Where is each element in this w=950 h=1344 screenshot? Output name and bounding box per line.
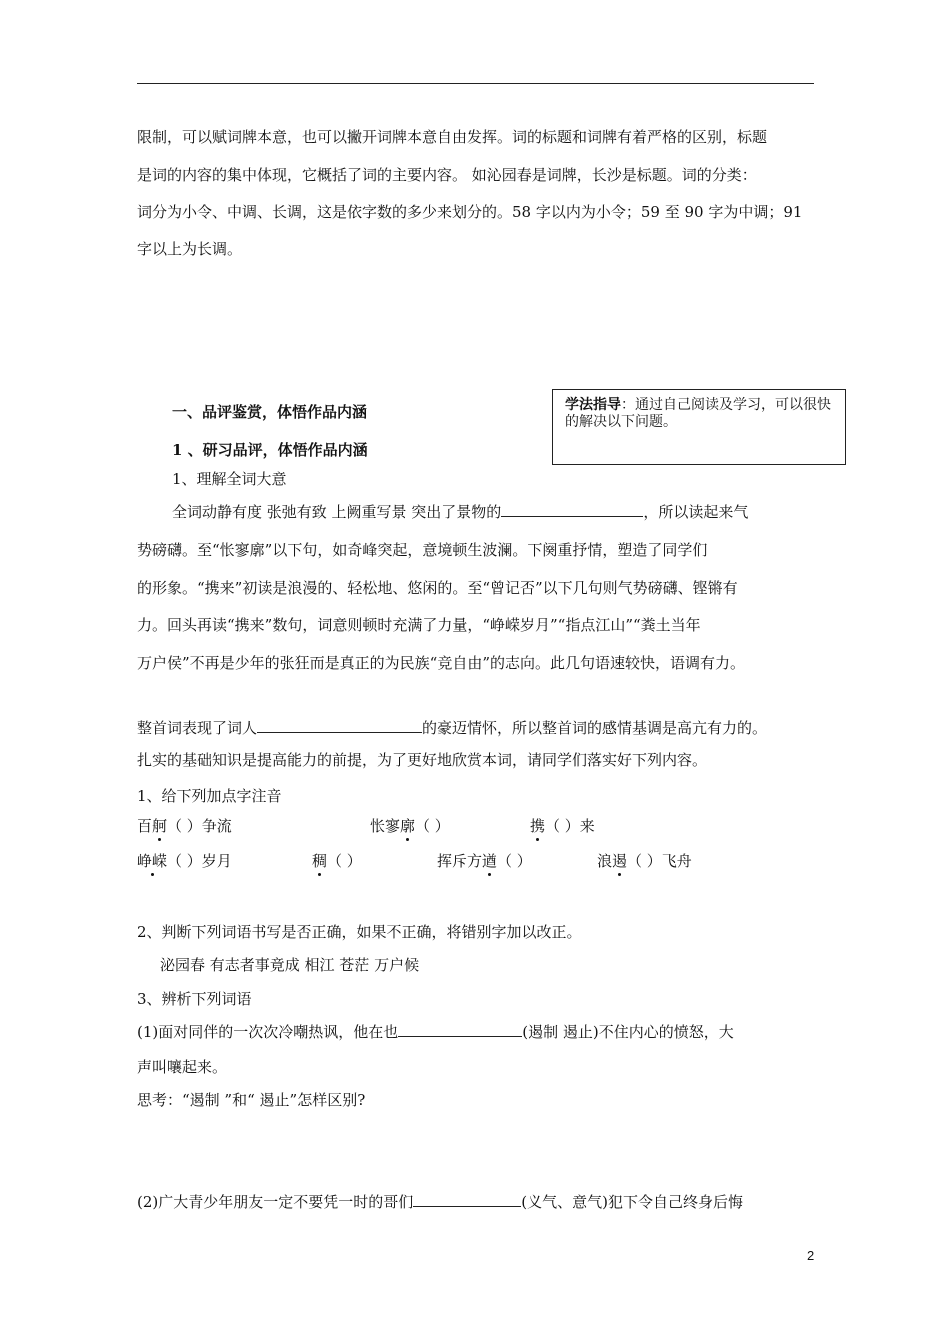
q1-r2-i1-dotted: 峥嵘 xyxy=(137,852,168,870)
q1-r1-i2-dotted: 廓 xyxy=(400,817,416,835)
item-1-title: 1、理解全词大意 xyxy=(172,470,287,488)
q1-r1-i3-post[interactable]: （ ）来 xyxy=(545,817,595,835)
q1-row2-item-4 xyxy=(597,851,692,871)
q1-r2-i3-pre: 挥斥方 xyxy=(437,852,483,870)
q1-r1-i2-pre: 怅寥 xyxy=(370,817,401,835)
para1-line-5: 万户侯”不再是少年的张狂而是真正的为民族“竞自由”的志向。此几句语速较快，语调有力。 xyxy=(137,654,746,672)
q3-think: 思考：“遏制 ”和“ 遏止”怎样区别? xyxy=(137,1091,366,1109)
q1-title: 1、给下列加点字注音 xyxy=(137,787,282,805)
q1-row1-item-3 xyxy=(530,816,595,836)
para2-line-2: 扎实的基础知识是提高能力的前提，为了更好地欣赏本词，请同学们落实好下列内容。 xyxy=(137,751,708,769)
para1-line-1 xyxy=(172,502,748,522)
q1-r1-i1-dotted: 舸 xyxy=(152,817,168,835)
para1-line-1-tail: ，所以读起来气 xyxy=(643,503,749,521)
tip-text xyxy=(565,397,835,431)
tip-body: ：通过自己阅读及学习，可以很快的解决以下问题。 xyxy=(565,397,831,430)
intro-line-2: 是词的内容的集中体现，它概括了词的主要内容。 如沁园春是词牌，长沙是标题。词的分类： xyxy=(137,166,757,184)
q1-r2-i2-post[interactable]: （ ） xyxy=(327,852,362,870)
para2-line-1 xyxy=(137,718,767,738)
q2-title: 2、判断下列词语书写是否正确，如果不正确，将错别字加以改正。 xyxy=(137,923,582,941)
tip-label: 学法指导 xyxy=(565,397,621,413)
q3-s2-text: (2)广大青少年朋友一定不要凭一时的哥们 xyxy=(137,1193,414,1211)
answer-blank-4[interactable] xyxy=(413,1192,521,1207)
para2-line-1-text: 整首词表现了词人 xyxy=(137,719,258,737)
q1-row2-item-3 xyxy=(437,851,532,871)
section-heading: 一、品评鉴赏，体悟作品内涵 xyxy=(172,403,368,421)
q3-sentence-1-cont: 声叫嚷起来。 xyxy=(137,1058,228,1076)
intro-line-1: 限制，可以赋词牌本意，也可以撇开词牌本意自由发挥。词的标题和词牌有着严格的区别，标题 xyxy=(137,128,768,146)
q3-sentence-2 xyxy=(137,1192,743,1212)
q1-r1-i1-pre: 百 xyxy=(137,817,153,835)
q1-r2-i1-post[interactable]: （ ）岁月 xyxy=(167,852,232,870)
section-sub-heading: 1 、研习品评，体悟作品内涵 xyxy=(172,441,368,459)
intro-line-4: 字以上为长调。 xyxy=(137,240,243,258)
q1-r2-i4-pre: 浪 xyxy=(597,852,613,870)
para1-line-3: 的形象。“携来”初读是浪漫的、轻松地、悠闲的。至“曾记否”以下几句则气势磅礴、铿锵有 xyxy=(137,579,738,597)
para1-line-4: 力。回头再读“携来”数句，词意则顿时充满了力量，“峥嵘岁月”“指点江山”“粪土当年 xyxy=(137,616,701,634)
q1-r1-i1-post[interactable]: （ ）争流 xyxy=(167,817,232,835)
q1-r2-i3-post[interactable]: （ ） xyxy=(497,852,532,870)
q1-row1-item-2 xyxy=(370,816,450,836)
q1-row2-item-1 xyxy=(137,851,232,871)
q1-r2-i4-post[interactable]: （ ）飞舟 xyxy=(627,852,692,870)
q2-words: 泌园春 有志者事竟成 相江 苍茫 万户候 xyxy=(160,956,420,974)
para1-line-1-text: 全词动静有度 张弛有致 上阙重写景 突出了景物的 xyxy=(172,503,502,521)
q3-s2-tail: (义气、意气)犯下令自己终身后悔 xyxy=(521,1193,743,1211)
q1-r2-i2-dotted: 稠 xyxy=(312,852,328,870)
answer-blank-1[interactable] xyxy=(501,502,643,517)
q1-row1-item-1 xyxy=(137,816,232,836)
para2-line-1-tail: 的豪迈情怀，所以整首词的感情基调是高亢有力的。 xyxy=(422,719,768,737)
q1-row2-item-2 xyxy=(312,851,362,871)
q1-r2-i4-dotted: 遏 xyxy=(612,852,628,870)
para1-line-2: 势磅礴。至“怅寥廓”以下句，如奇峰突起，意境顿生波澜。下阕重抒情，塑造了同学们 xyxy=(137,541,708,559)
intro-line-3: 词分为小令、中调、长调，这是依字数的多少来划分的。58 字以内为小令；59 至 90 字为中调；91 xyxy=(137,203,803,221)
page-number: 2 xyxy=(807,1248,815,1263)
header-rule xyxy=(137,83,814,84)
q3-sentence-1 xyxy=(137,1022,734,1042)
q1-r2-i3-dotted: 遒 xyxy=(482,852,498,870)
q3-s1-text: (1)面对同伴的一次次冷嘲热讽，他在也 xyxy=(137,1023,399,1041)
answer-blank-2[interactable] xyxy=(257,718,422,733)
q3-title: 3、辨析下列词语 xyxy=(137,990,252,1008)
answer-blank-3[interactable] xyxy=(398,1022,522,1037)
tip-box xyxy=(552,389,846,465)
q3-s1-tail: (遏制 遏止)不住内心的愤怒，大 xyxy=(522,1023,734,1041)
q1-r1-i2-post[interactable]: （ ） xyxy=(415,817,450,835)
q1-r1-i3-dotted: 携 xyxy=(530,817,546,835)
